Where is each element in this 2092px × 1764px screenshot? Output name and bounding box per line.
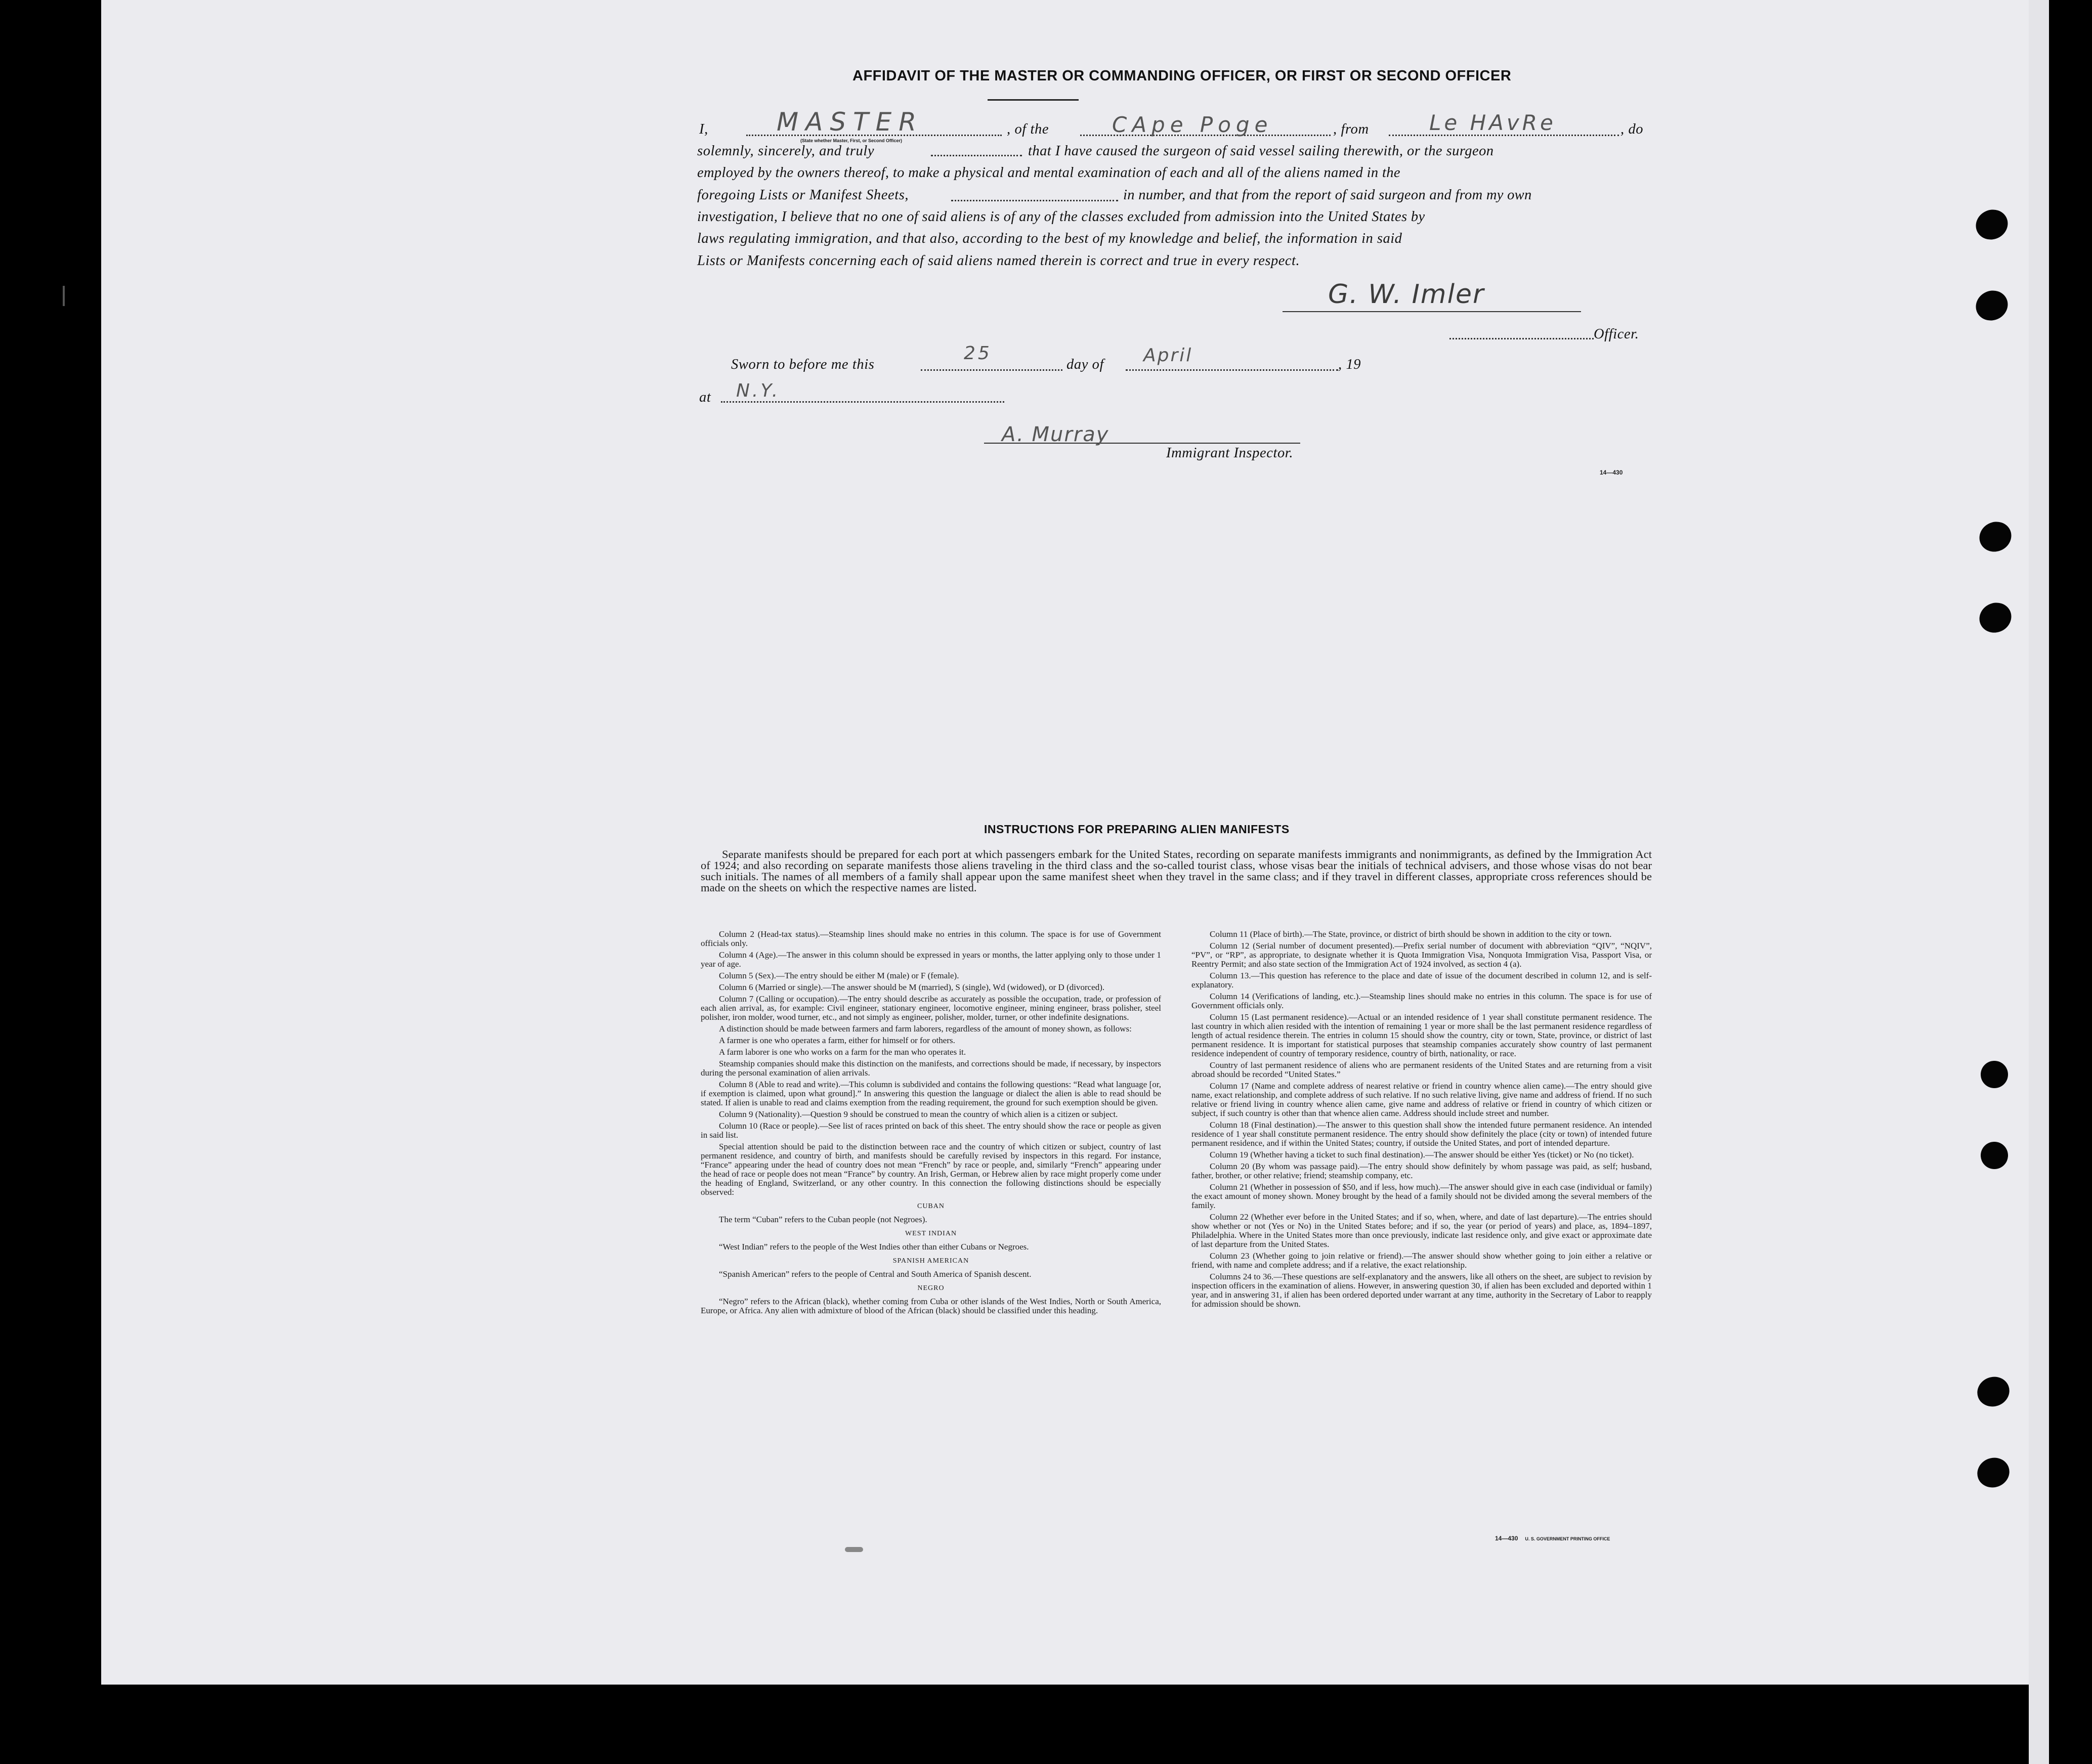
inspector-label: Immigrant Inspector. <box>1166 445 1294 461</box>
left-para: A farmer is one who operates a farm, either for himself or for others. <box>719 1036 955 1045</box>
right-para: Columns 24 to 36.—These questions are self-explanatory and the answers, like all others on the sheet, are subject to revision by inspection officers in the examination of aliens. However, in answering question 30, if alien has been excluded and deported within 1 year, and in answering 31, if alien has been ordered deported under warrant at any time, authority in the Secretary of Labor to reapply for admission should be shown. <box>1191 1272 1652 1309</box>
month-handwriting: April <box>1143 345 1193 366</box>
affidavit-title: AFFIDAVIT OF THE MASTER OR COMMANDING OFFICER, OR FIRST OR SECOND OFFICER <box>852 68 1512 84</box>
affidavit-line4a: foregoing Lists or Manifest Sheets, <box>697 187 909 203</box>
left-para: Steamship companies should make this distinction on the manifests, and corrections should be made, if necessary, by inspectors during the personal examination of alien arrivals. <box>701 1059 1161 1078</box>
right-para: Column 12 (Serial number of document presented).—Prefix serial number of document with abbreviation “QIV”, “NQIV”, “PV”, or “RP”, as appropriate, to designate whether it is Quota Immigration Visa, Nonquota Immigration Visa, Passport Visa, or Reentry Permit; and also state section of the Immigration Act of 1924 involved, as section 4 (a). <box>1191 941 1652 969</box>
left-para: Column 6 (Married or single).—The answer should be M (married), S (single), Wd (widowed), or D (divorced). <box>719 982 1105 992</box>
left-para: Column 4 (Age).—The answer in this column should be expressed in years or months, the latter applying only to those under 1 year of age. <box>701 950 1161 969</box>
day-of-label: day of <box>1066 357 1104 372</box>
affidavit-do: , do <box>1620 121 1644 137</box>
month-line <box>1126 369 1338 371</box>
right-para: Country of last permanent residence of aliens who are permanent residents of the United States and are returning from a visit abroad should be recorded “United States.” <box>1191 1060 1652 1079</box>
instructions-title: INSTRUCTIONS FOR PREPARING ALIEN MANIFESTS <box>984 823 1290 836</box>
def-west-indian: “West Indian” refers to the people of the West Indies other than either Cubans or Negroes. <box>719 1242 1029 1252</box>
place-line <box>721 401 1004 403</box>
left-para: Column 8 (Able to read and write).—This column is subdivided and contains the following questions: “Read what language [or, if exemption is claimed, upon what ground].” In answering this question the language or dialect the alien is able to read should be stated. If alien is unable to read and claims exemption from the reading requirement, the ground for such exemption should be given. <box>701 1080 1161 1107</box>
sworn-text: Sworn to before me this <box>731 357 875 372</box>
left-para: Column 5 (Sex).—The entry should be either M (male) or F (female). <box>719 971 959 980</box>
sheets-count-line <box>951 200 1118 201</box>
def-cuban: The term “Cuban” refers to the Cuban people (not Negroes). <box>719 1215 927 1224</box>
punch-hole <box>1981 1142 2008 1169</box>
left-para: Column 7 (Calling or occupation).—The entry should describe as accurately as possible the occupation, trade, or profession of each alien arrival, as, for example: Civil engineer, stationary engineer, locomotive engineer, mining engineer, brass polisher, steel polisher, iron molder, wood turner, etc., and not simply as engineer, polisher, molder, turner, or other indefinite designations. <box>701 994 1161 1022</box>
scan-mark <box>63 286 65 306</box>
left-para: A farm laborer is one who works on a farm for the man who operates it. <box>719 1047 966 1057</box>
right-para: Column 22 (Whether ever before in the United States; and if so, when, where, and date of last departure).—The entries should show whether or not (Yes or No) in the United States before; and if so, the year (or period of years) and place, as, 1894–1897, Philadelphia. Where in the United States more than once previously, indicate last residence only, and give exact or approximate date of last departure from the United States. <box>1191 1212 1652 1249</box>
manifest-page <box>101 0 2029 1685</box>
right-para: Column 13.—This question has reference to the place and date of issue of the document described in column 12, and is self-explanatory. <box>1191 971 1652 989</box>
form-number: 14—430 <box>1600 469 1623 476</box>
affidavit-of-the: , of the <box>1007 121 1049 137</box>
at-label: at <box>699 390 711 405</box>
right-para: Column 18 (Final destination).—The answer to this question shall show the intended future permanent residence. An intended residence of 1 year shall constitute permanent residence. The entry should show definitely the place (city or town) of intended future permanent residence, and if within the United States; country, if outside the United States, and port of intended departure. <box>1191 1120 1652 1148</box>
left-para: Column 9 (Nationality).—Question 9 should be construed to mean the country of which alien is a citizen or subject. <box>719 1109 1118 1119</box>
rank-hint: (State whether Master, First, or Second Officer) <box>800 138 903 143</box>
left-para: A distinction should be made between farmers and farm laborers, regardless of the amount of money shown, as follows: <box>719 1024 1132 1034</box>
instructions-intro: Separate manifests should be prepared for each port at which passengers embark for the United States, recording on separate manifests immigrants and nonimmigrants, as defined by the Immigration Act of 1924; and also recording on separate manifests those aliens traveling in the third class and the so-called tourist class, whose visas bear the initials of technical advisers, and those whose visas do not bear such initials. The names of all members of a family shall appear upon the same manifest sheet when they travel in the same class; and if they travel in different classes, appropriate cross references should be made on the sheets on which the respective names are listed. <box>701 848 1652 894</box>
heading-negro: NEGRO <box>917 1284 945 1292</box>
place-handwriting: N.Y. <box>736 380 781 401</box>
affidavit-line3: employed by the owners thereof, to make a physical and mental examination of each and all of the aliens named in the <box>697 165 1400 181</box>
footer-form-code: 14—430 <box>1495 1535 1518 1542</box>
printer-footer <box>1495 1534 1610 1543</box>
printer-name: U. S. GOVERNMENT PRINTING OFFICE <box>1525 1536 1610 1541</box>
film-edge <box>2029 0 2049 1764</box>
punch-hole <box>1981 1061 2008 1088</box>
affidavit-from: , from <box>1333 121 1369 137</box>
right-para: Column 23 (Whether going to join relative or friend).—The answer should show whether going to join either a relative or friend, with name and complete address; and if a relative, the exact relationship. <box>1191 1251 1652 1270</box>
officer-line <box>1449 338 1594 339</box>
left-para: Column 2 (Head-tax status).—Steamship lines should make no entries in this column. The space is for use of Government officials only. <box>701 929 1161 948</box>
right-para: Column 11 (Place of birth).—The State, province, or district of birth should be shown in addition to the city or town. <box>1210 929 1612 939</box>
def-spanish-american: “Spanish American” refers to the people of Central and South America of Spanish descent. <box>719 1269 1032 1279</box>
affidavit-line6: laws regulating immigration, and that also, according to the best of my knowledge and belief, the information in said <box>697 231 1402 246</box>
signature-line <box>1283 311 1581 312</box>
left-para: Column 10 (Race or people).—See list of races printed on back of this sheet. The entry should show the race or people as given in said list. <box>701 1121 1161 1140</box>
heading-cuban: CUBAN <box>917 1202 945 1210</box>
right-para: Column 21 (Whether in possession of $50, and if less, how much).—The answer should give in each case (individual or family) the exact amount of money shown. Money brought by the head of a family should not be divided among the several members of the family. <box>1191 1182 1652 1210</box>
affidavit-i: I, <box>699 121 708 137</box>
affidavit-line2a: solemnly, sincerely, and truly <box>697 143 875 159</box>
right-para: Column 20 (By whom was passage paid).—The entry should show definitely by whom passage was paid, as self; husband, father, brother, or other relative; friend; steamship company, etc. <box>1191 1161 1652 1180</box>
officer-label: Officer. <box>1594 326 1639 342</box>
vessel-handwriting: CApe Poge <box>1112 112 1273 137</box>
heading-spanish-american: SPANISH AMERICAN <box>892 1257 969 1265</box>
affidavit-line5: investigation, I believe that no one of said aliens is of any of the classes excluded from admission into the United States by <box>697 209 1425 225</box>
officer-signature: G. W. Imler <box>1328 279 1485 310</box>
year-label: , 19 <box>1338 357 1361 372</box>
def-negro: “Negro” refers to the African (black), whether coming from Cuba or other islands of the West Indies, North or South America, Europe, or Africa. Any alien with admixture of blood of the African (black) should be classified under this heading. <box>701 1297 1161 1315</box>
right-para: Column 15 (Last permanent residence).—Actual or an intended residence of 1 year shall constitute permanent residence. The last country in which alien resided with the intention of remaining 1 year or more shall be the last permanent residence regardless of length of actual residence therein. The entries in column 15 should show the country, city or town, State, province, or district of last permanent residence. It is important for statistical purposes that steamship companies accurately show country of last permanent residence independent of country of temporary residence, country of birth, nationality, or race. <box>1191 1012 1652 1058</box>
heading-west-indian: WEST INDIAN <box>905 1230 957 1237</box>
right-para: Column 14 (Verifications of landing, etc.).—Steamship lines should make no entries in this column. The space is for use of Government officials only. <box>1191 992 1652 1010</box>
affidavit-line7: Lists or Manifests concerning each of said aliens named therein is correct and true in every respect. <box>697 253 1300 269</box>
scan-mark <box>845 1547 863 1552</box>
inspector-signature: A. Murray <box>1002 423 1109 446</box>
rank-handwriting: MASTER <box>777 107 923 137</box>
port-handwriting: Le HAvRe <box>1429 110 1556 135</box>
affidavit-line2b: that I have caused the surgeon of said vessel sailing therewith, or the surgeon <box>1028 143 1494 159</box>
right-para: Column 17 (Name and complete address of nearest relative or friend in country whence alien came).—The entry should give name, exact relationship, and complete address of such relative. If no such relative living, give name and address of friend. If no such relative or friend living in country whence alien came, give name and address of relative or friend in country of which citizen or subject, if such country is other than that whence alien came. Address should include street and number. <box>1191 1081 1652 1118</box>
line2-blank <box>931 155 1022 156</box>
left-para: Special attention should be paid to the distinction between race and the country of which citizen or subject, country of last permanent residence, and country of birth, and manifests should be carefully revised by inspectors in this regard. For instance, “France” appearing under the head of country does not mean “French” by race or people, and, similarly “French” appearing under the head of race or people does not mean “France” by country. An Irish, German, or Hebrew alien by race might properly come under the heading of England, Switzerland, or any other country. In this connection the following distinctions should be especially observed: <box>701 1142 1161 1197</box>
day-handwriting: 25 <box>964 343 992 364</box>
affidavit-line4b: in number, and that from the report of said surgeon and from my own <box>1123 187 1532 203</box>
title-divider <box>988 99 1079 101</box>
instructions-right-column <box>1191 930 1652 1311</box>
day-line <box>921 369 1062 371</box>
right-para: Column 19 (Whether having a ticket to such final destination).—The answer should be either Yes (ticket) or No (no ticket). <box>1210 1150 1634 1159</box>
instructions-left-column <box>701 930 1161 1318</box>
